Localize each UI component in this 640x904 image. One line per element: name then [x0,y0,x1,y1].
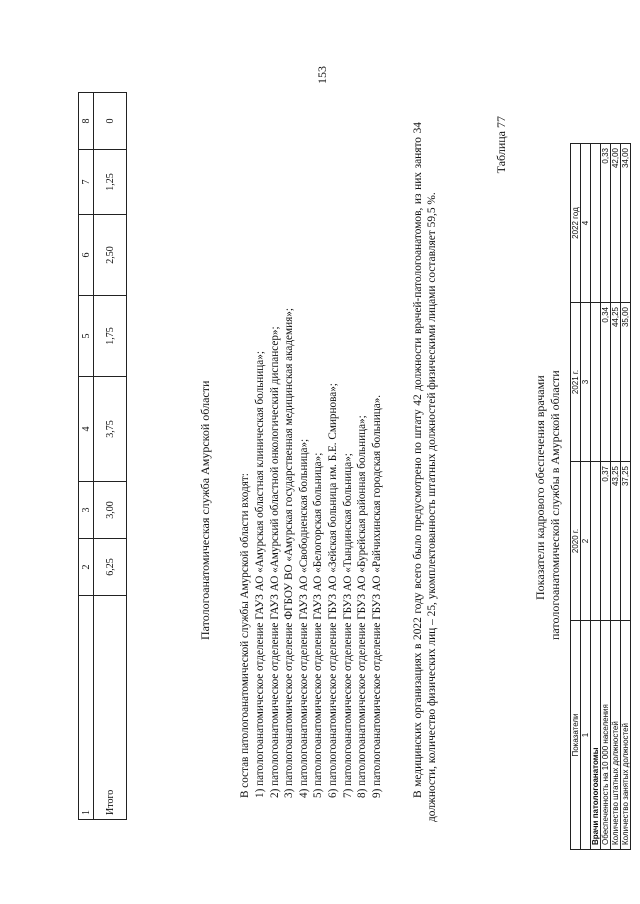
list-item: 6) патологоанатомическое отделение ГБУЗ АО «Зейская больница им. Б.Е. Смирнова»; [326,383,339,798]
index-cell: 2 [581,462,591,621]
row-label: Врачи патологоанатомы [591,621,601,850]
cell [591,462,601,621]
cell: 1,25 [94,150,127,215]
table-title-line-1: Показатели кадрового обеспечения врачами [533,375,547,600]
header-cell: 2 [79,539,94,596]
index-cell: 3 [581,303,591,462]
header-cell: Показатели [571,621,581,850]
header-cell: 3 [79,482,94,539]
row-label: Количество занятых должностей [621,621,631,850]
rotated-sheet [60,66,630,850]
list-item: 2) патологоанатомическое отделение ГАУЗ АО «Амурский областной онкологический диспансер»; [268,326,281,798]
index-cell: 1 [581,621,591,850]
table-row [591,144,601,850]
table-row [611,144,621,850]
list-item: 3) патологоанатомическое отделение ФГБОУ ВО «Амурская государственная медицинская академия»; [283,308,296,798]
table-row [621,144,631,850]
header-cell: 5 [79,296,94,377]
cell: 2,50 [94,215,127,296]
intro-text: В состав патологоанатомической службы Амурской области входят: [239,473,251,798]
header-cell: 8 [79,93,94,150]
cell [591,303,601,462]
cell: 1,75 [94,296,127,377]
header-cell: 7 [79,150,94,215]
cell: 6,25 [94,539,127,596]
list-item: 8) патологоанатомическое отделение ГБУЗ АО «Бурейская районная больница»; [356,415,369,798]
staffing-table-index-row [581,144,591,850]
staffing-table-header [571,144,581,850]
section-title: Патологоанатомическая служба Амурской области [198,380,212,640]
header-cell: 4 [79,377,94,482]
summary-table-row [94,93,127,820]
cell: 37,25 [621,462,631,621]
cell: Итого [94,596,127,820]
body-paragraph: В медицинских организациях в 2022 году всего было предусмотрено по штату 42 должности врачей-патологоанатомов, из них занято 34 должности, количество физических лиц – 25, укомплектованность штатных должностей физическими лицами составляет 59,5 %. [412,122,438,822]
cell: 0,33 [601,144,611,303]
header-cell: 2021 г. [571,303,581,462]
table-title-line-2: патологоанатомической службы в Амурской области [548,370,562,640]
staffing-table [570,143,631,850]
list-item: 4) патологоанатомическое отделение ГАУЗ АО «Свободненская больница»; [297,438,310,798]
cell: 43,25 [611,462,621,621]
cell: 0,37 [601,462,611,621]
header-cell: 1 [79,596,94,820]
header-cell: 6 [79,215,94,296]
row-label: Количество штатных должностей [611,621,621,850]
page-number: 153 [315,66,329,84]
summary-table [78,92,127,820]
cell: 44,25 [611,303,621,462]
list-item: 5) патологоанатомическое отделение ГАУЗ АО «Белогорская больница»; [312,452,325,798]
list-item: 7) патологоанатомическое отделение ГБУЗ АО «Тындинская больница»; [341,453,354,798]
cell [591,144,601,303]
department-list [253,308,384,798]
table-row [601,144,611,850]
header-cell: 2020 г. [571,462,581,621]
cell: 3,75 [94,377,127,482]
cell: 3,00 [94,482,127,539]
cell: 0,34 [601,303,611,462]
cell: 34,00 [621,144,631,303]
index-cell: 4 [581,144,591,303]
cell: 42,00 [611,144,621,303]
row-label: Обеспеченность на 10 000 населения [601,621,611,850]
summary-table-header [79,93,94,820]
cell: 0 [94,93,127,150]
table-caption: Таблица 77 [494,116,508,174]
cell: 35,00 [621,303,631,462]
header-cell: 2022 год [571,144,581,303]
list-item: 1) патологоанатомическое отделение ГАУЗ АО «Амурская областная клиническая больница»; [254,351,266,798]
list-item: 9) патологоанатомическое отделение ГБУЗ АО «Райчихинская городская больница». [370,394,383,798]
